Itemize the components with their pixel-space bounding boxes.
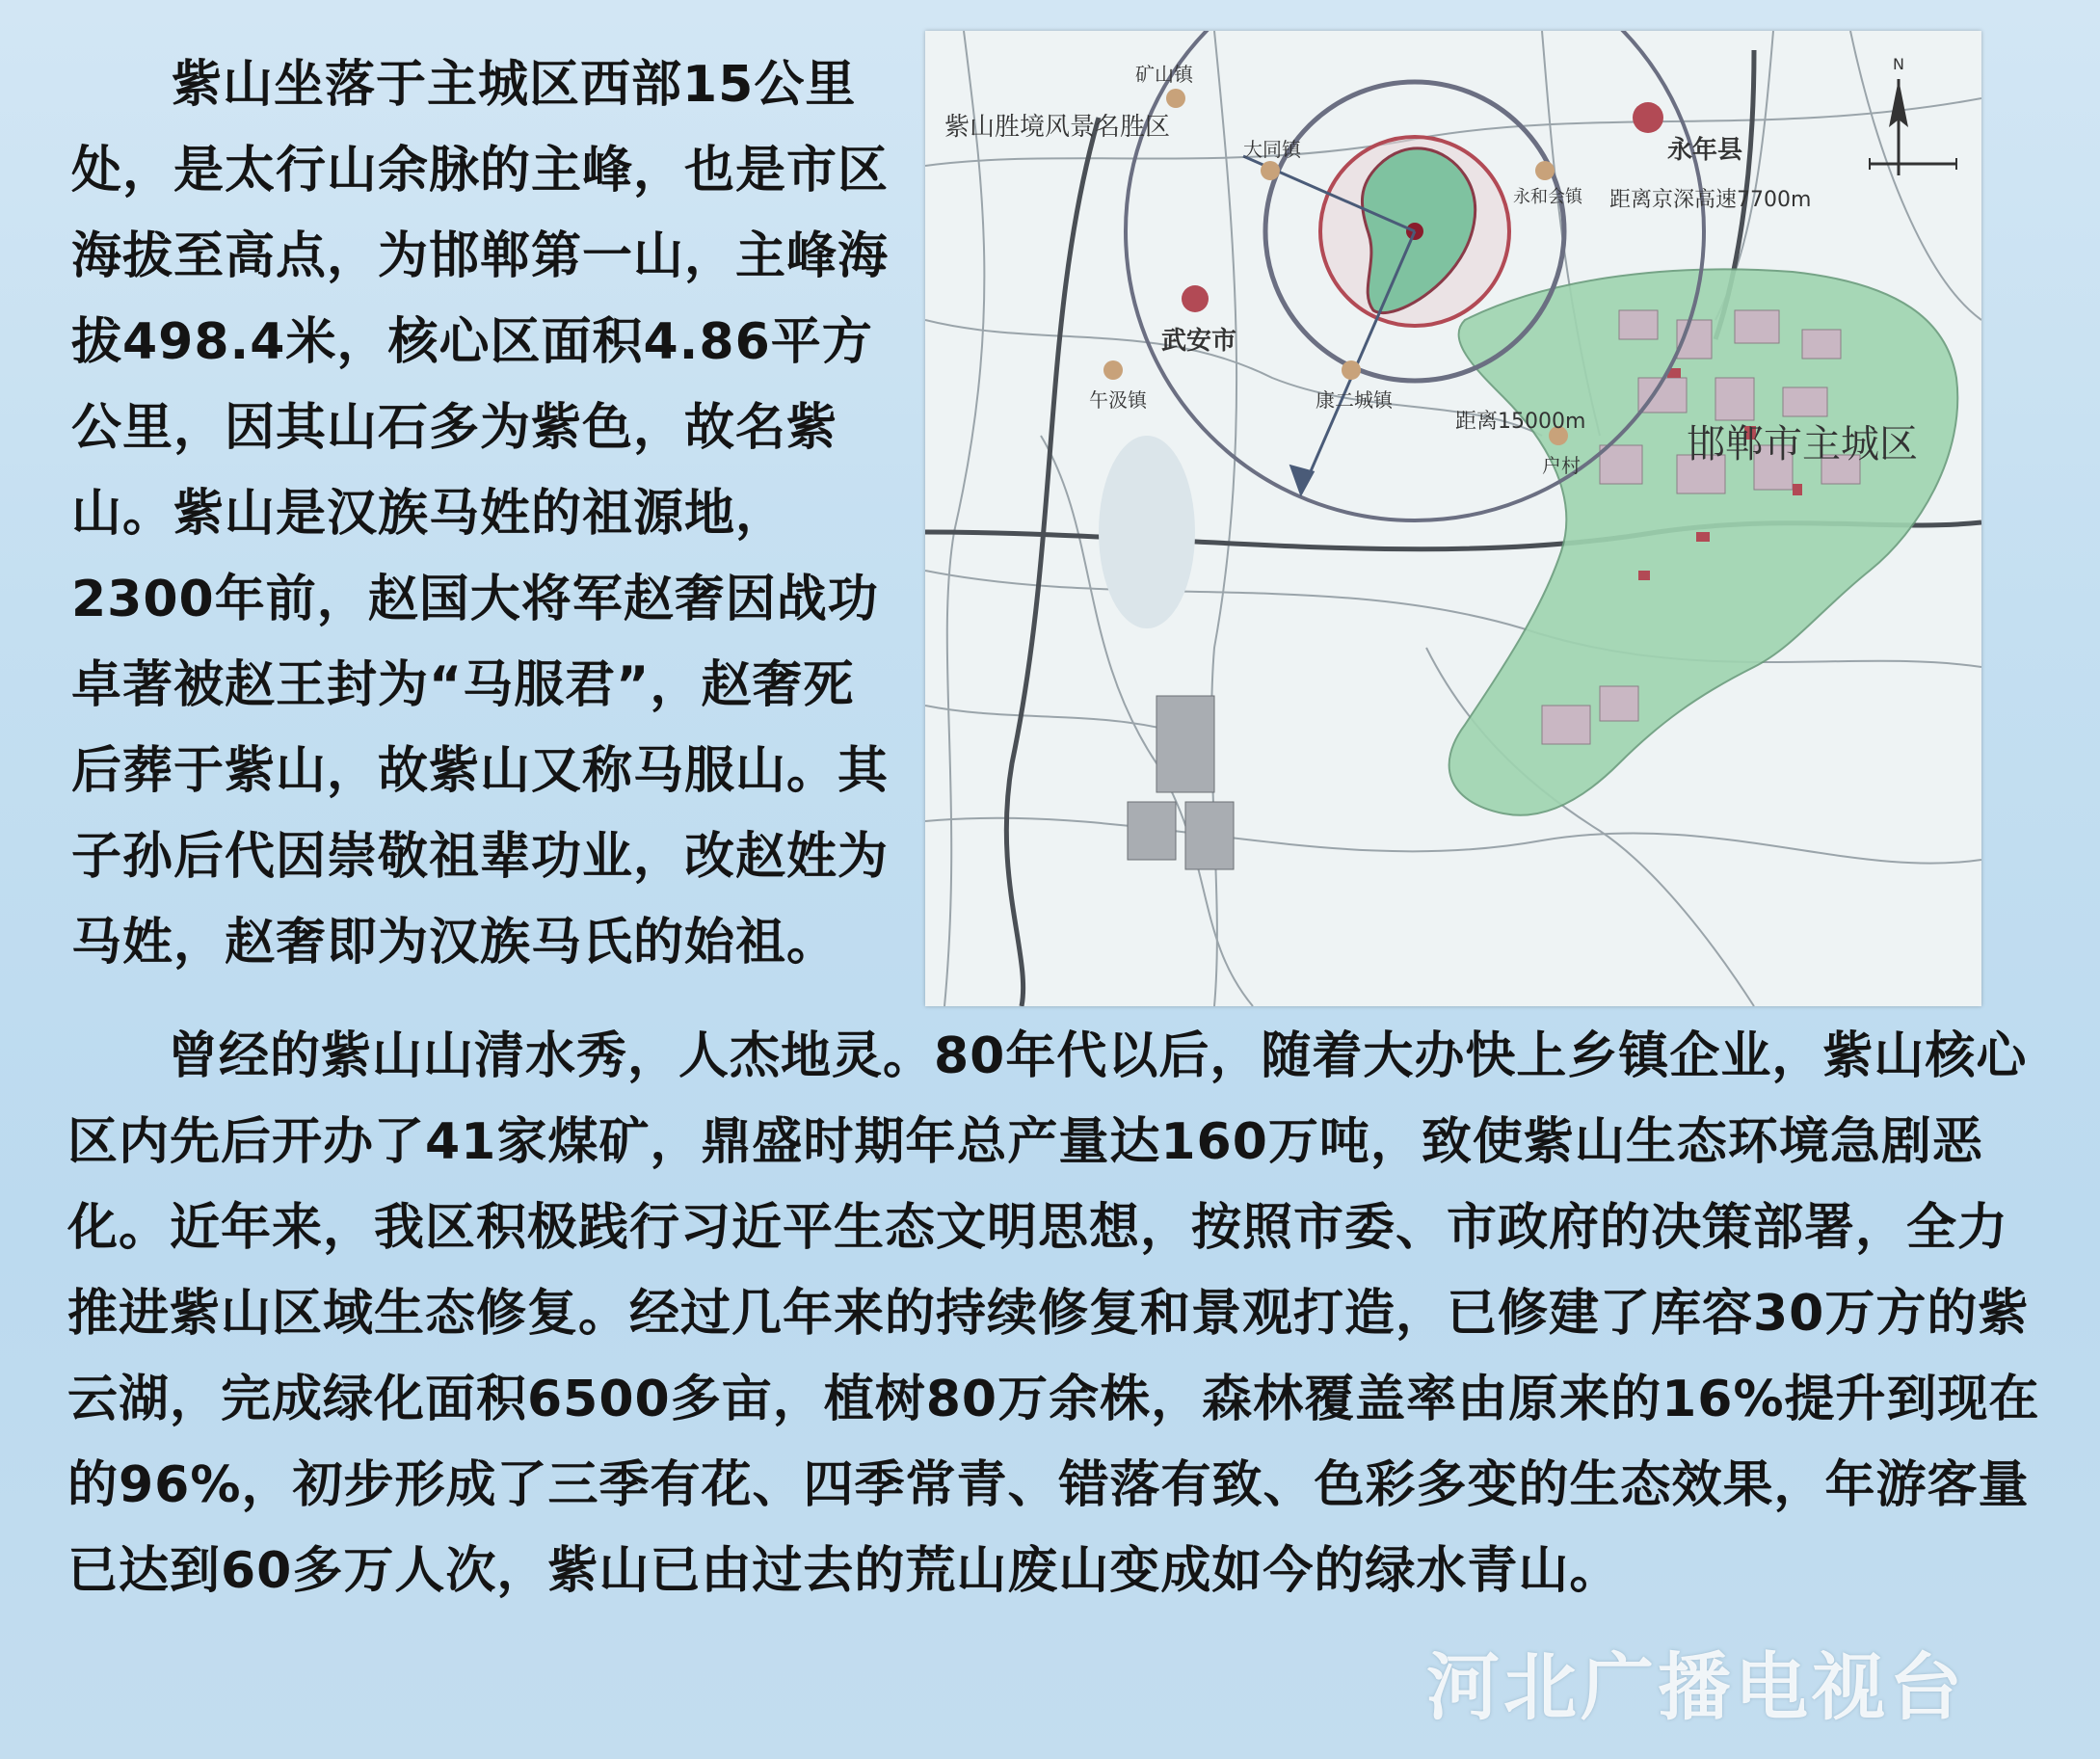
kangercheng-town-label: 康二城镇 bbox=[1316, 388, 1393, 412]
north-label: N bbox=[1893, 55, 1904, 73]
hucun-label: 户村 bbox=[1542, 454, 1581, 477]
wuan-city-marker bbox=[1182, 285, 1209, 312]
second-paragraph: 曾经的紫山山清水秀，人杰地灵。80年代以后，随着大办快上乡镇企业，紫山核心区内先后开办了41家煤矿，鼎盛时期年总产量达160万吨，致使紫山生态环境急剧恶化。近年来，我区积极践行习近平生态文明思想，按照市委、市政府的决策部署，全力推进紫山区域生态修复。经过几年来的持续修复和景观打造，已修建了库容30万方的紫云湖，完成绿化面积6500多亩，植树80万余株，森林覆盖率由原来的16%提升到现在的96%，初步形成了三季有花、四季常青、错落有致、色彩多变的生态效果，年游客量已达到60多万人次，紫山已由过去的荒山废山变成如今的绿水青山。 bbox=[67, 1027, 2040, 1600]
city-distance-label: 距离15000m bbox=[1455, 410, 1586, 434]
kangercheng-town-marker bbox=[1342, 360, 1361, 380]
lower-text-block bbox=[67, 1014, 2053, 1614]
yonghehui-town-marker bbox=[1535, 161, 1555, 180]
location-map-graphic bbox=[925, 31, 1981, 1006]
intro-paragraph: 紫山坐落于主城区西部15公里处，是太行山余脉的主峰，也是市区海拔至高点，为邯郸第一山，主峰海拔498.4米，核心区面积4.86平方公里，因其山石多为紫色，故名紫山。紫山是汉族马姓的祖源地，2300年前，赵国大将军赵奢因战功卓著被赵王封为“马服君”，赵奢死后葬于紫山，故紫山又称马服山。其子孙后代因崇敬祖辈功业，改赵姓为马姓，赵奢即为汉族马氏的始祖。 bbox=[71, 56, 890, 972]
scale-bar bbox=[1870, 158, 1956, 170]
reservoir-area bbox=[1099, 436, 1195, 628]
broadcaster-watermark: 河北广播电视台 bbox=[1426, 1644, 1966, 1730]
datong-town-marker bbox=[1261, 161, 1280, 180]
kuangshan-town-marker bbox=[1166, 89, 1185, 108]
district-grid bbox=[1128, 696, 1234, 869]
wuan-city-label: 武安市 bbox=[1161, 327, 1237, 356]
datong-town-label: 大同镇 bbox=[1243, 138, 1301, 161]
wuji-town-label: 午汲镇 bbox=[1089, 388, 1147, 412]
scenic-area-label: 紫山胜境风景名胜区 bbox=[944, 113, 1171, 142]
location-map bbox=[925, 31, 1981, 1006]
yongnian-county-label: 永年县 bbox=[1667, 136, 1743, 165]
wuji-town-marker bbox=[1103, 360, 1123, 380]
kuangshan-town-label: 矿山镇 bbox=[1135, 63, 1193, 86]
intro-text-block bbox=[71, 42, 891, 986]
yonghehui-town-label: 永和会镇 bbox=[1513, 187, 1582, 207]
yongnian-county-marker bbox=[1633, 102, 1663, 133]
expressway-distance-label: 距离京深高速7700m bbox=[1609, 188, 1812, 212]
north-arrow-icon bbox=[1889, 55, 1908, 175]
main-city-label: 邯郸市主城区 bbox=[1687, 422, 1918, 466]
